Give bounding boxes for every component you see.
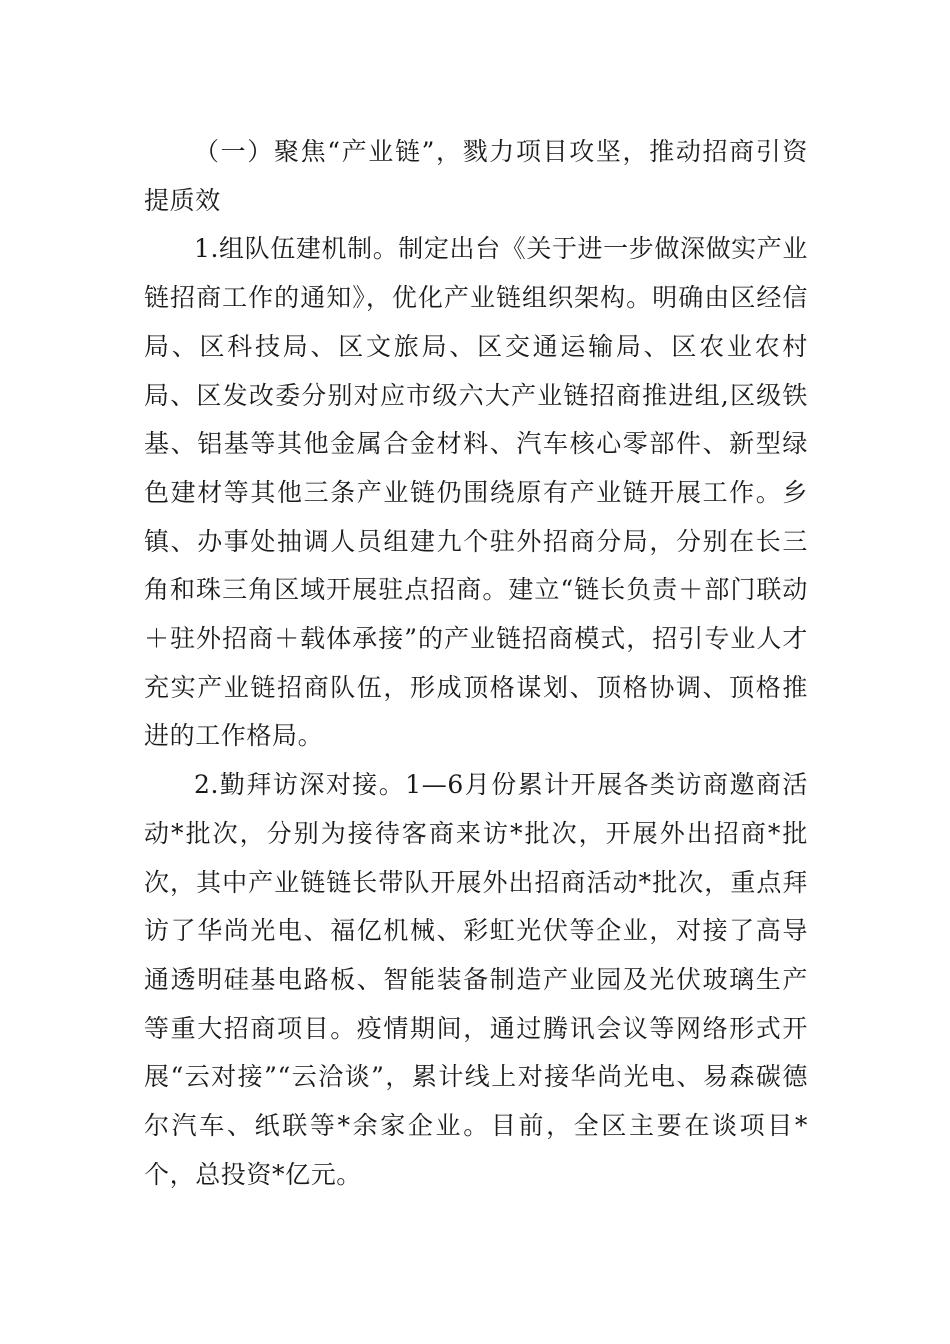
- paragraph-team-mechanism: 1.组队伍建机制。制定出台《关于进一步做深做实产业链招商工作的通知》，优化产业链组织架构。明确由区经信局、区科技局、区文旅局、区交通运输局、区农业农村局、区发改委分别对应市级六大产业链招商推进组,区级铁基、铝基等其他金属合金材料、汽车核心零部件、新型绿色建材等其他三条产业链仍围绕原有产业链开展工作。乡镇、办事处抽调人员组建九个驻外招商分局，分别在长三角和珠三角区域开展驻点招商。建立“链长负责＋部门联动＋驻外招商＋载体承接”的产业链招商模式，招引专业人才充实产业链招商队伍，形成顶格谋划、顶格协调、顶格推进的工作格局。: [144, 234, 808, 751]
- paragraph-visits-docking: 2.勤拜访深对接。1—6月份累计开展各类访商邀商活动*批次，分别为接待客商来访*批次，开展外出招商*批次，其中产业链链长带队开展外出招商活动*批次，重点拜访了华尚光电、福亿机械、彩虹光伏等企业，对接了高导通透明硅基电路板、智能装备制造产业园及光伏玻璃生产等重大招商项目。疫情期间，通过腾讯会议等网络形式开展“云对接”“云洽谈”，累计线上对接华尚光电、易森碳德尔汽车、纸联等*余家企业。目前，全区主要在谈项目*个，总投资*亿元。: [144, 770, 808, 1189]
- document-body: [144, 128, 808, 1199]
- section-heading: （一）聚焦“产业链”，戮力项目攻坚，推动招商引资提质效: [144, 137, 808, 215]
